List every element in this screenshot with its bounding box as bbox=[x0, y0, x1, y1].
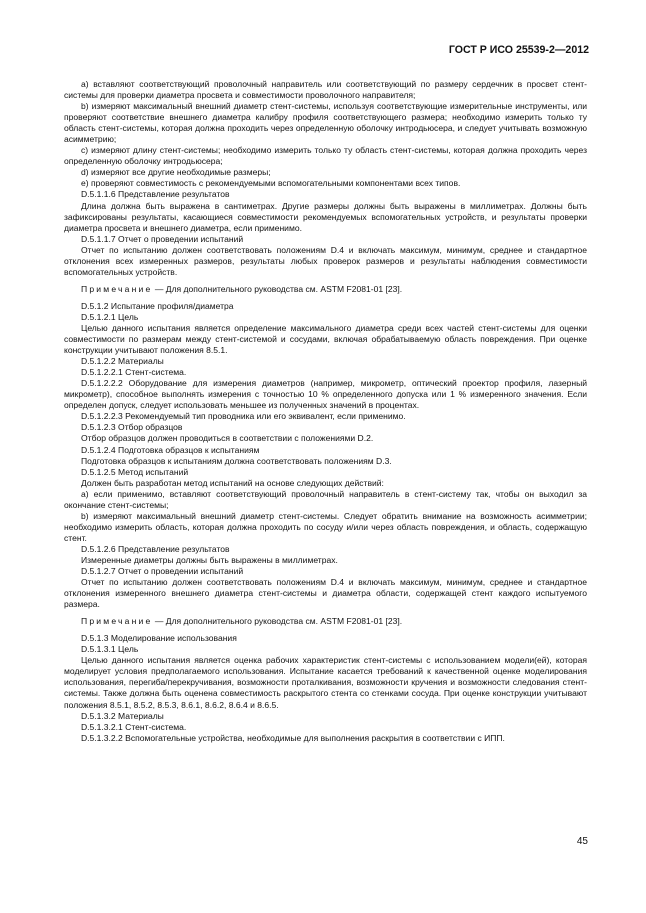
paragraph: Отчет по испытанию должен соответствовать положениям D.4 и включать максимум, минимум, среднее и стандартное отклонения измеренного внешнего диаметра стент-системы и диаметра области, содержащей стент каждого испытуемого размера. bbox=[64, 577, 587, 610]
section-heading: D.5.1.1.6 Представление результатов bbox=[81, 189, 230, 200]
paragraph: Целью данного испытания является оценка рабочих характеристик стент-системы с использованием модели(ей), которая моделирует условия предполагаемого использования. Испытание касается требований к качественной оценке моделирования использования, перегиба/перекручивания, возможности проталкивания, возможности кручения и возможности следования стент-системы. Также должна быть оценена совместимость раскрытого стента со стенками сосуда. При оценке конструкции учитывают положения 8.5.1, 8.5.2, 8.5.3, 8.6.1, 8.6.2, 8.6.4 и 8.6.5. bbox=[64, 655, 587, 710]
section-heading: D.5.1.2.7 Отчет о проведении испытаний bbox=[81, 566, 244, 577]
section-heading: D.5.1.3.2.1 Стент-система. bbox=[81, 721, 187, 732]
section-heading: D.5.1.3.1 Цель bbox=[81, 644, 139, 655]
section-heading: D.5.1.2.1 Цель bbox=[81, 311, 139, 322]
list-item-b: b) измеряют максимальный внешний диаметр стент-системы, используя соответствующие измерительные инструменты, или проверяют соответствие внешнего диаметра калибру профиля соответствующего размера; необходимо измерить только ту область стент-системы, которая должна проходить через определенную оболочку интродьюсера, и следует учитывать возможную асимметрию; bbox=[64, 101, 587, 145]
list-item-e: е) проверяют совместимость с рекомендуемыми вспомогательными компонентами всех типов. bbox=[81, 178, 461, 189]
section-heading: D.5.1.3 Моделирование использования bbox=[81, 633, 237, 644]
section-heading: D.5.1.2.2.3 Рекомендуемый тип проводника или его эквивалент, если применимо. bbox=[81, 411, 406, 422]
note-text: — Для дополнительного руководства см. ASTM F2081-01 [23]. bbox=[152, 283, 403, 294]
section-heading: D.5.1.2.6 Представление результатов bbox=[81, 543, 230, 554]
paragraph: Измеренные диаметры должны быть выражены в миллиметрах. bbox=[81, 554, 338, 565]
note bbox=[64, 284, 587, 295]
paragraph: Отчет по испытанию должен соответствовать положениям D.4 и включать максимум, минимум, среднее и стандартное отклонения всех измеренных размеров, результаты любых проверок размеров и результаты наблюдения совместимости вспомогательных устройств. bbox=[64, 244, 587, 277]
page-number: 45 bbox=[576, 836, 588, 847]
note-label: Примечание bbox=[81, 283, 153, 294]
list-item-a: а) если применимо, вставляют соответствующий проволочный направитель в стент-систему так, чтобы он выходил за окончание стент-системы; bbox=[64, 488, 587, 510]
note bbox=[64, 616, 587, 627]
list-item-d: d) измеряют все другие необходимые размеры; bbox=[81, 167, 271, 178]
paragraph: Должен быть разработан метод испытаний на основе следующих действий: bbox=[81, 477, 384, 488]
section-heading: D.5.1.2 Испытание профиля/диаметра bbox=[81, 300, 234, 311]
list-item-b: b) измеряют максимальный внешний диаметр стент-системы. Следует обратить внимание на возможность асимметрии; необходимо измерить область, которая должна проходить по сосуду и/или через область повреждения, и область, содержащую стент. bbox=[64, 510, 587, 543]
note-text: — Для дополнительного руководства см. ASTM F2081-01 [23]. bbox=[152, 616, 403, 627]
paragraph: D.5.1.2.2.2 Оборудование для измерения диаметров (например, микрометр, оптический проектор профиля, лазерный микрометр), способное выполнять измерения с точностью 10 % определенного допуска или 1 % измеренного значения. Если определен допуск, следует использовать меньшее из полученных значений в процентах. bbox=[64, 378, 587, 411]
paragraph: Подготовка образцов к испытаниям должна соответствовать положениям D.3. bbox=[81, 455, 392, 466]
section-heading: D.5.1.2.2.1 Стент-система. bbox=[81, 367, 187, 378]
section-heading: D.5.1.3.2.2 Вспомогательные устройства, необходимые для выполнения раскрытия в соответствии с ИПП. bbox=[81, 732, 505, 743]
section-heading: D.5.1.2.3 Отбор образцов bbox=[81, 422, 183, 433]
note-label: Примечание bbox=[81, 616, 153, 627]
section-heading: D.5.1.1.7 Отчет о проведении испытаний bbox=[81, 233, 244, 244]
section-heading: D.5.1.2.5 Метод испытаний bbox=[81, 466, 189, 477]
paragraph: Целью данного испытания является определение максимального диаметра среди всех частей стент-системы для оценки совместимости по размерам между стент-системой и сосудами, включая обрабатываемую область повреждения. При оценке конструкции учитывают положения 8.5.1. bbox=[64, 322, 587, 356]
list-item-a: а) вставляют соответствующий проволочный направитель или соответствующий по размеру сердечник в просвет стент-системы для проверки диаметра просвета и совместимости проволочного направителя; bbox=[64, 79, 587, 101]
paragraph: Отбор образцов должен проводиться в соответствии с положениями D.2. bbox=[81, 433, 374, 444]
section-heading: D.5.1.2.2 Материалы bbox=[81, 356, 164, 367]
list-item-c: с) измеряют длину стент-системы; необходимо измерить только ту область стент-системы, которая должна проходить через определенную оболочку интродьюсера; bbox=[64, 145, 587, 167]
section-heading: D.5.1.3.2 Материалы bbox=[81, 710, 164, 721]
page-body bbox=[64, 79, 587, 744]
standard-header: ГОСТ Р ИСО 25539-2—2012 bbox=[448, 44, 589, 56]
paragraph: Длина должна быть выражена в сантиметрах. Другие размеры должны быть выражены в миллиметрах. Должны быть зафиксированы результаты, касающиеся совместимости рекомендуемых вспомогательных устройств, и результаты проверки диаметра просвета и внешнего диаметра, если применимо. bbox=[64, 200, 587, 233]
section-heading: D.5.1.2.4 Подготовка образцов к испытаниям bbox=[81, 444, 260, 455]
